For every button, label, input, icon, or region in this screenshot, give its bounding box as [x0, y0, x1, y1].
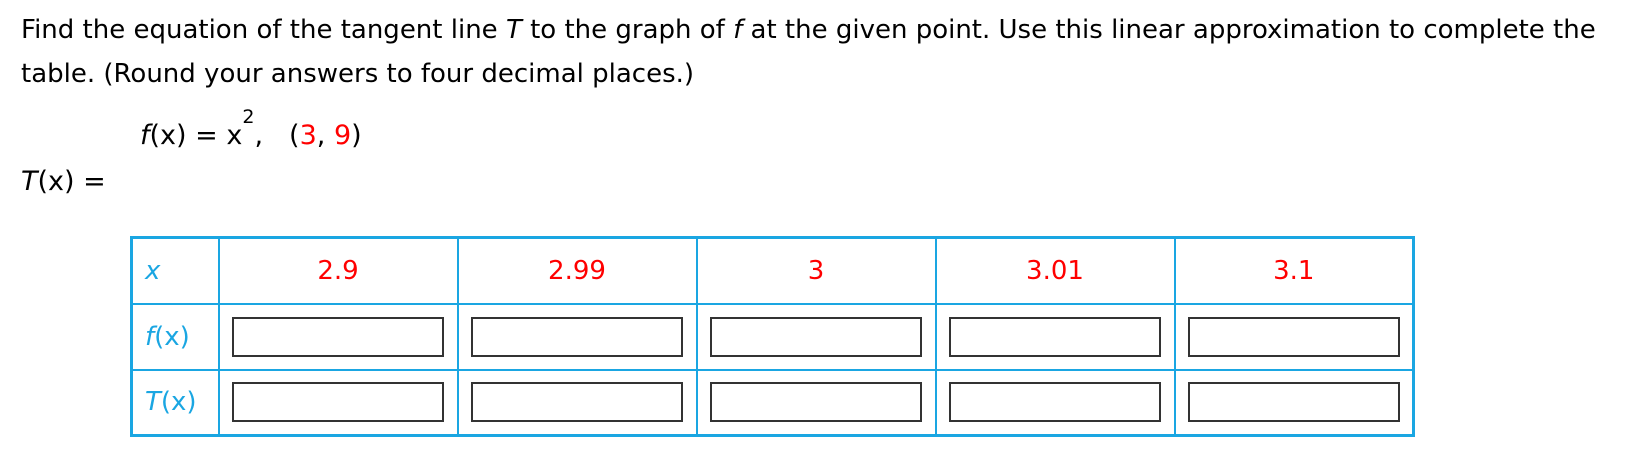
approximation-table: [130, 236, 1415, 437]
fx-input-cell: [458, 304, 697, 370]
function-arg: (x): [149, 120, 187, 151]
tx-answer-input[interactable]: [471, 382, 683, 422]
tx-answer-input[interactable]: [232, 382, 444, 422]
fx-answer-input[interactable]: [710, 317, 922, 357]
table-row-fx: [132, 304, 1414, 370]
instructions-text-2: to the graph of: [521, 15, 734, 45]
fx-answer-input[interactable]: [1188, 317, 1400, 357]
tangent-name: T: [21, 166, 38, 197]
tangent-equals: =: [74, 166, 106, 197]
function-base: x: [226, 120, 243, 151]
point-y: 9: [333, 120, 352, 151]
row-header-tx: [132, 370, 219, 436]
tx-answer-input[interactable]: [710, 382, 922, 422]
fx-answer-input[interactable]: [232, 317, 444, 357]
tangent-arg: (x): [37, 166, 75, 197]
x-value-cell: 3.1: [1175, 238, 1414, 304]
point-separator: ,: [316, 120, 334, 151]
instructions-var-f: f: [733, 15, 743, 45]
tx-input-cell: [458, 370, 697, 436]
point-close-paren: ): [351, 120, 362, 151]
function-exponent: 2: [242, 106, 255, 128]
tx-input-cell: [1175, 370, 1414, 436]
x-value-cell: 2.99: [458, 238, 697, 304]
table-row-x: [132, 238, 1414, 304]
row-header-fx-arg: (x): [154, 321, 190, 352]
fx-input-cell: [936, 304, 1175, 370]
tx-input-cell: [936, 370, 1175, 436]
problem-instructions: [21, 8, 1631, 96]
point-open-paren: (: [289, 120, 300, 151]
tx-input-cell: [219, 370, 458, 436]
function-name: f: [140, 120, 150, 151]
fx-input-cell: [697, 304, 936, 370]
row-header-tx-arg: (x): [160, 387, 197, 418]
instructions-text-3: at the given point. Use this linear approximation to complete the table. (Round your answers to four decimal places.): [21, 15, 1596, 89]
x-value-cell: 3.01: [936, 238, 1175, 304]
fx-answer-input[interactable]: [471, 317, 683, 357]
point-x: 3: [299, 120, 317, 151]
row-header-fx: [132, 304, 219, 370]
instructions-text-1: Find the equation of the tangent line: [21, 15, 506, 45]
x-value-cell: 2.9: [219, 238, 458, 304]
function-equals: =: [186, 120, 227, 151]
tx-answer-input[interactable]: [949, 382, 1161, 422]
row-header-fx-name: f: [145, 321, 155, 352]
row-header-x: [132, 238, 219, 304]
tx-input-cell: [697, 370, 936, 436]
instructions-var-T: T: [505, 15, 522, 45]
fx-input-cell: [1175, 304, 1414, 370]
function-comma: ,: [254, 120, 264, 151]
row-header-tx-name: T: [145, 387, 161, 418]
function-definition: [140, 106, 362, 160]
tangent-line-label: [21, 158, 106, 206]
fx-input-cell: [219, 304, 458, 370]
x-value-cell: 3: [697, 238, 936, 304]
tx-answer-input[interactable]: [1188, 382, 1400, 422]
table-row-tx: [132, 370, 1414, 436]
given-point: [289, 120, 362, 151]
row-header-x-label: x: [145, 255, 161, 286]
fx-answer-input[interactable]: [949, 317, 1161, 357]
